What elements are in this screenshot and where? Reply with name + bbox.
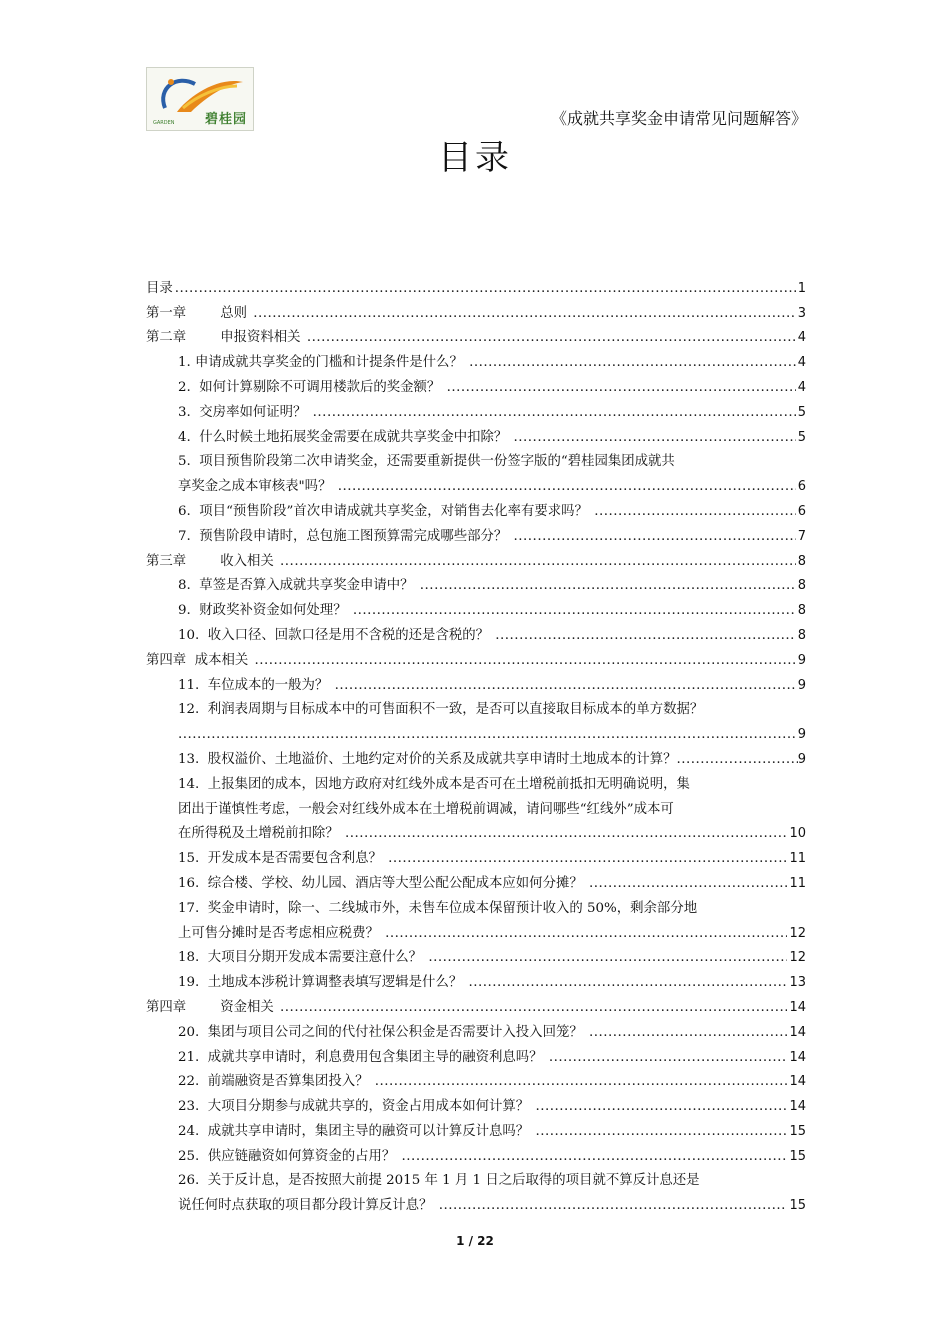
toc-entry[interactable] [146, 1191, 806, 1216]
toc-entry-text: 第四章 资金相关 [146, 999, 279, 1015]
company-logo [146, 67, 254, 131]
toc-entry-wrapped-line[interactable] [146, 448, 806, 473]
toc-entry[interactable] [146, 547, 806, 572]
toc-entry[interactable] [146, 274, 806, 299]
toc-leader-dots [335, 676, 796, 696]
toc-page-number: 9 [797, 677, 806, 693]
toc-leader-dots [594, 502, 796, 522]
toc-entry[interactable] [146, 944, 806, 969]
toc-entry-text: 20. 集团与项目公司之间的代付社保公积金是否需要计入投入回笼？ [178, 1024, 588, 1040]
toc-entry[interactable] [146, 373, 806, 398]
toc-entry[interactable] [146, 993, 806, 1018]
toc-entry-text: 3. 交房率如何证明？ [178, 404, 311, 420]
toc-page-number: 12 [789, 950, 806, 966]
toc-leader-dots [589, 874, 787, 894]
toc-entry-text: 16. 综合楼、学校、幼儿园、酒店等大型公配公配成本应如何分摊？ [178, 875, 588, 891]
toc-leader-dots [307, 328, 796, 348]
toc-entry-text: 21. 成就共享申请时，利息费用包含集团主导的融资利息吗？ [178, 1049, 547, 1065]
toc-leader-dots [280, 998, 787, 1018]
toc-leader-dots [676, 750, 797, 770]
toc-page-number: 14 [789, 1074, 806, 1090]
toc-entry[interactable] [146, 522, 806, 547]
toc-entry[interactable] [146, 621, 806, 646]
toc-entry[interactable] [146, 820, 806, 845]
toc-entry[interactable] [146, 968, 806, 993]
toc-entry-text: 在所得税及土增税前扣除？ [178, 826, 343, 842]
toc-leader-dots [353, 601, 796, 621]
toc-entry-text: 1. 申请成就共享奖金的门槛和计提条件是什么？ [178, 355, 468, 371]
toc-entry[interactable] [146, 1142, 806, 1167]
toc-entry-text: 7. 预售阶段申请时，总包施工图预算需完成哪些部分？ [178, 528, 512, 544]
toc-page-number: 8 [797, 627, 806, 643]
toc-entry[interactable] [146, 348, 806, 373]
toc-entry-text: 4. 什么时候土地拓展奖金需要在成就共享奖金中扣除？ [178, 429, 512, 445]
toc-page-number: 8 [797, 603, 806, 619]
toc-page-number: 4 [797, 379, 806, 395]
toc-entry-text: 17. 奖金申请时，除一、二线城市外，未售车位成本保留预计收入的 50%，剩余部分地 [178, 900, 698, 916]
toc-entry-text: 12. 利润表周期与目标成本中的可售面积不一致，是否可以直接取目标成本的单方数据？ [178, 702, 704, 718]
toc-leader-dots [345, 824, 788, 844]
toc-entry-text: 第一章 总则 [146, 305, 252, 321]
page-title: 目录 [438, 138, 512, 178]
toc-entry[interactable] [146, 324, 806, 349]
toc-leader-dots [549, 1048, 788, 1068]
toc-entry[interactable] [146, 1092, 806, 1117]
toc-leader-dots [428, 948, 787, 968]
toc-entry[interactable] [146, 745, 806, 770]
toc-entry-text: 说任何时点获取的项目都分段计算反计息？ [178, 1198, 437, 1214]
toc-entry-wrapped-line[interactable] [146, 894, 806, 919]
toc-leader-dots [469, 353, 796, 373]
toc-leader-dots [420, 576, 796, 596]
toc-entry[interactable] [146, 844, 806, 869]
toc-leader-dots [535, 1097, 787, 1117]
toc-entry-text: 目录 [146, 280, 173, 296]
toc-page-number: 15 [789, 1148, 806, 1164]
toc-page-number: 12 [789, 925, 806, 941]
toc-entry[interactable] [146, 1117, 806, 1142]
toc-leader-dots [514, 428, 796, 448]
toc-leader-dots [514, 527, 796, 547]
toc-page-number: 9 [797, 751, 806, 767]
toc-entry-text: 10. 收入口径、回款口径是用不含税的还是含税的？ [178, 627, 494, 643]
toc-leader-dots [338, 477, 796, 497]
toc-page-number: 14 [789, 1099, 806, 1115]
logo-english-text: GARDEN [153, 120, 175, 126]
toc-entry-wrapped-line[interactable] [146, 770, 806, 795]
toc-leader-dots [313, 403, 796, 423]
toc-entry-text: 6. 项目“预售阶段”首次申请成就共享奖金，对销售去化率有要求吗？ [178, 503, 593, 519]
toc-entry-text: 团出于谨慎性考虑，一般会对红线外成本在土增税前调减，请问哪些“红线外”成本可 [178, 801, 674, 817]
toc-page-number: 13 [789, 975, 806, 991]
toc-entry[interactable] [146, 919, 806, 944]
toc-leader-dots [385, 924, 787, 944]
toc-entry[interactable] [146, 572, 806, 597]
page-indicator: 1 / 22 [456, 1234, 494, 1248]
toc-entry-text: 22. 前端融资是否算集团投入？ [178, 1074, 373, 1090]
toc-page-number: 15 [789, 1123, 806, 1139]
toc-page-number: 1 [797, 280, 806, 296]
toc-page-number: 5 [797, 404, 806, 420]
toc-page-number: 10 [789, 826, 806, 842]
toc-entry[interactable] [146, 720, 806, 745]
toc-entry[interactable] [146, 497, 806, 522]
toc-entry-text: 14. 上报集团的成本，因地方政府对红线外成本是否可在土增税前抵扣无明确说明，集 [178, 776, 690, 792]
toc-leader-dots [535, 1122, 787, 1142]
toc-entry[interactable] [146, 1043, 806, 1068]
toc-entry-text: 享奖金之成本审核表"吗？ [178, 479, 336, 495]
toc-leader-dots [447, 378, 796, 398]
toc-page-number: 6 [797, 479, 806, 495]
toc-entry-text: 18. 大项目分期开发成本需要注意什么？ [178, 950, 427, 966]
toc-entry-text: 2. 如何计算剔除不可调用楼款后的奖金额？ [178, 379, 445, 395]
toc-leader-dots [439, 1196, 788, 1216]
toc-entry-text: 25. 供应链融资如何算资金的占用？ [178, 1148, 400, 1164]
toc-leader-dots [280, 552, 796, 572]
toc-page-number: 8 [797, 553, 806, 569]
toc-leader-dots [178, 725, 796, 745]
toc-page-number: 4 [797, 330, 806, 346]
toc-leader-dots [375, 1072, 788, 1092]
toc-entry-text: 13. 股权溢价、土地溢价、土地约定对价的关系及成就共享申请时土地成本的计算？ [178, 751, 677, 767]
toc-leader-dots [388, 849, 787, 869]
toc-entry[interactable] [146, 472, 806, 497]
toc-entry-text: 26. 关于反计息，是否按照大前提 2015 年 1 月 1 日之后取得的项目就不算反计息还是 [178, 1173, 700, 1189]
toc-entry-text: 19. 土地成本涉税计算调整表填写逻辑是什么？ [178, 975, 467, 991]
toc-entry[interactable] [146, 671, 806, 696]
toc-page-number: 11 [789, 875, 806, 891]
toc-entry-text: 第四章 成本相关 [146, 652, 253, 668]
toc-page-number: 7 [797, 528, 806, 544]
toc-page-number: 3 [797, 305, 806, 321]
table-of-contents [146, 274, 806, 1216]
toc-page-number: 9 [797, 727, 806, 743]
toc-entry-text: 24. 成就共享申请时，集团主导的融资可以计算反计息吗？ [178, 1123, 534, 1139]
toc-leader-dots [175, 279, 796, 299]
toc-page-number: 14 [789, 999, 806, 1015]
toc-leader-dots [253, 304, 795, 324]
toc-entry-text: 8. 草签是否算入成就共享奖金申请中？ [178, 578, 418, 594]
toc-entry[interactable] [146, 646, 806, 671]
toc-entry[interactable] [146, 398, 806, 423]
toc-page-number: 8 [797, 578, 806, 594]
toc-page-number: 14 [789, 1024, 806, 1040]
toc-leader-dots [589, 1023, 787, 1043]
toc-page-number: 15 [789, 1198, 806, 1214]
toc-entry[interactable] [146, 596, 806, 621]
toc-leader-dots [255, 651, 796, 671]
toc-page-number: 11 [789, 851, 806, 867]
toc-page-number: 9 [797, 652, 806, 668]
toc-entry[interactable] [146, 1018, 806, 1043]
toc-leader-dots [402, 1147, 788, 1167]
logo-chinese-text: 碧桂园 [204, 112, 247, 127]
toc-entry-text: 第三章 收入相关 [146, 553, 279, 569]
toc-page-number: 6 [797, 503, 806, 519]
toc-entry[interactable] [146, 869, 806, 894]
toc-entry[interactable] [146, 299, 806, 324]
toc-entry[interactable] [146, 423, 806, 448]
toc-entry-text: 15. 开发成本是否需要包含利息？ [178, 851, 387, 867]
toc-entry-text: 11. 车位成本的一般为？ [178, 677, 333, 693]
document-header-title: 《成就共享奖金申请常见问题解答》 [550, 109, 807, 128]
toc-entry-wrapped-line[interactable] [146, 795, 806, 820]
toc-entry-text: 9. 财政奖补资金如何处理？ [178, 603, 351, 619]
toc-page-number: 14 [789, 1049, 806, 1065]
toc-leader-dots [469, 973, 788, 993]
toc-entry[interactable] [146, 1068, 806, 1093]
toc-page-number: 4 [797, 355, 806, 371]
toc-entry-text: 第二章 申报资料相关 [146, 330, 305, 346]
toc-entry-text: 23. 大项目分期参与成就共享的，资金占用成本如何计算？ [178, 1099, 534, 1115]
toc-entry-wrapped-line[interactable] [146, 696, 806, 721]
toc-entry-text: 5. 项目预售阶段第二次申请奖金，还需要重新提供一份签字版的“碧桂园集团成就共 [178, 454, 675, 470]
toc-entry-text: 上可售分摊时是否考虑相应税费？ [178, 925, 384, 941]
toc-page-number: 5 [797, 429, 806, 445]
toc-entry-wrapped-line[interactable] [146, 1167, 806, 1192]
toc-leader-dots [495, 626, 795, 646]
